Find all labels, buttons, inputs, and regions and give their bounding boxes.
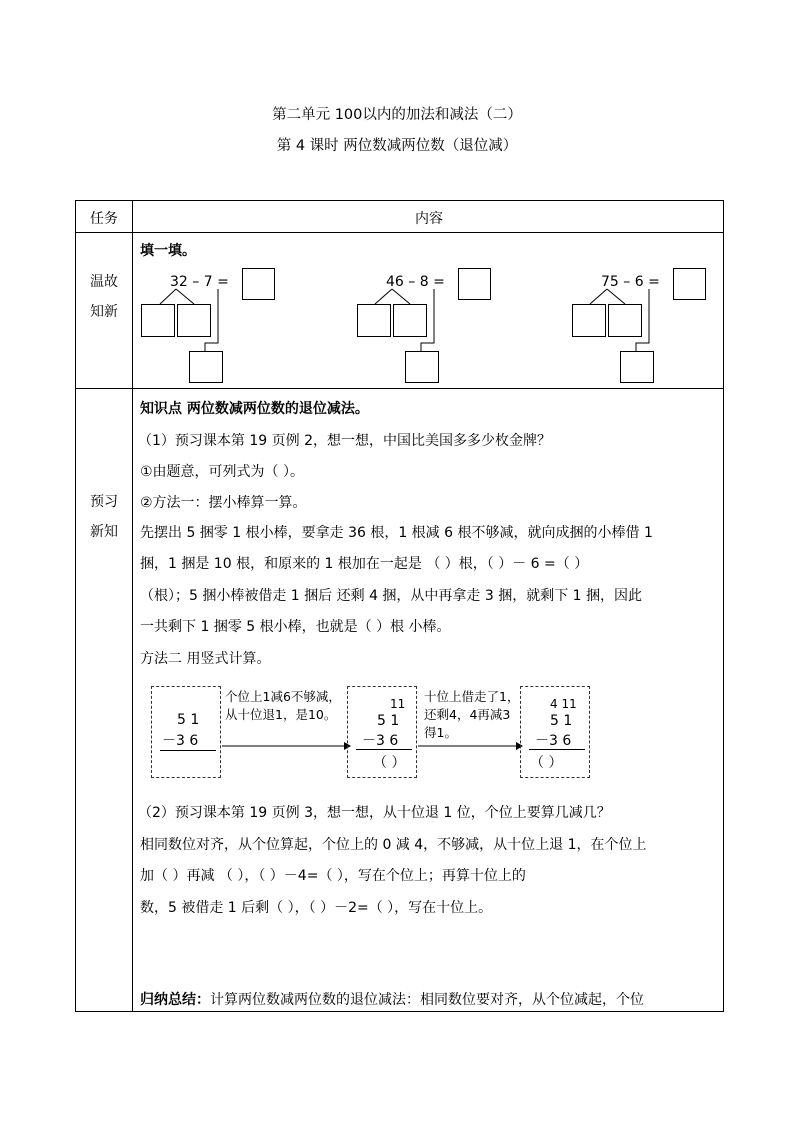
row-label-review-b: 知新 — [90, 304, 118, 320]
calc-answer[interactable]: （ ） — [373, 755, 406, 771]
col-header-content: 内容 — [415, 211, 443, 227]
method-1-line-1: 先摆出 5 捆零 1 根小棒，要拿走 36 根，1 根减 6 根不够减，就向成捆的小棒借 1 — [140, 525, 653, 541]
page-title: 第二单元 100以内的加法和减法（二） — [272, 107, 522, 123]
method-1-line-2: 捆，1 捆是 10 根，和原来的 1 根加在一起是 （ ）根，（ ）－ 6 =（ ） — [140, 556, 589, 572]
lesson-title: 第 4 课时 两位数减两位数（退位减） — [276, 138, 518, 154]
summary — [140, 989, 644, 1009]
method-1-line-4: 一共剩下 1 捆零 5 根小棒，也就是（ ）根 小棒。 — [140, 619, 451, 635]
col-header-task: 任务 — [90, 211, 118, 227]
method-1-line-3: （根）；5 捆小棒被借走 1 捆后 还剩 4 捆，从中再拿走 3 捆，就剩下 1 捆，因此 — [140, 588, 643, 604]
calc-carry: 11 — [390, 697, 406, 711]
summary-text: 计算两位数减两位数的退位减法：相同数位要对齐，从个位减起，个位 — [210, 992, 644, 1008]
row-label-preview-a: 预习 — [90, 494, 118, 510]
summary-label: 归纳总结： — [140, 992, 210, 1008]
question-2-line-1: 相同数位对齐，从个位算起，个位上的 0 减 4，不够减，从十位上退 1，在个位上 — [140, 837, 647, 853]
calc-top-number: 5 1 — [177, 712, 200, 728]
calc-note-1: 个位上1减6不够减，从十位退1，是10。 — [225, 689, 341, 722]
calc-carry: 4 11 — [550, 697, 577, 711]
question-2-line-2: 加（ ）再减 （ ），（ ）－4=（ ），写在个位上；再算十位上的 — [140, 868, 526, 884]
calc-bottom-number: －3 6 — [362, 733, 399, 749]
calc-bottom-number: －3 6 — [162, 733, 199, 749]
question-1b: ②方法一：摆小棒算一算。 — [140, 495, 307, 511]
method-2-heading: 方法二 用竖式计算。 — [140, 651, 271, 667]
knowledge-point: 知识点 两位数减两位数的退位减法。 — [140, 401, 369, 417]
calc-top-number: 5 1 — [550, 713, 573, 729]
question-2-line-3: 数，5 被借走 1 后剩（ ），（ ）－2=（ ），写在十位上。 — [140, 900, 493, 916]
question-1: （1）预习课本第 19 页例 2，想一想，中国比美国多多少枚金牌？ — [138, 433, 551, 449]
calc-bottom-number: －3 6 — [535, 733, 572, 749]
calc-step-3 — [520, 686, 590, 778]
question-2: （2）预习课本第 19 页例 3，想一想，从十位退 1 位，个位上要算几减几？ — [138, 805, 611, 821]
row-label-preview-b: 新知 — [90, 524, 118, 540]
calc-note-2: 十位上借走了1，还剩4，4再减3得1。 — [424, 689, 520, 740]
review-heading: 填一填。 — [140, 243, 196, 259]
exercise-expression: 46 – 8 = — [386, 274, 445, 290]
calc-answer[interactable]: （ ） — [530, 755, 563, 771]
row-label-review-a: 温故 — [90, 274, 118, 290]
exercise-expression: 75 – 6 = — [601, 274, 660, 290]
exercise-expression: 32 – 7 = — [170, 274, 229, 290]
question-1a: ①由题意，可列式为（ ）。 — [140, 464, 305, 480]
calc-top-number: 5 1 — [377, 713, 400, 729]
